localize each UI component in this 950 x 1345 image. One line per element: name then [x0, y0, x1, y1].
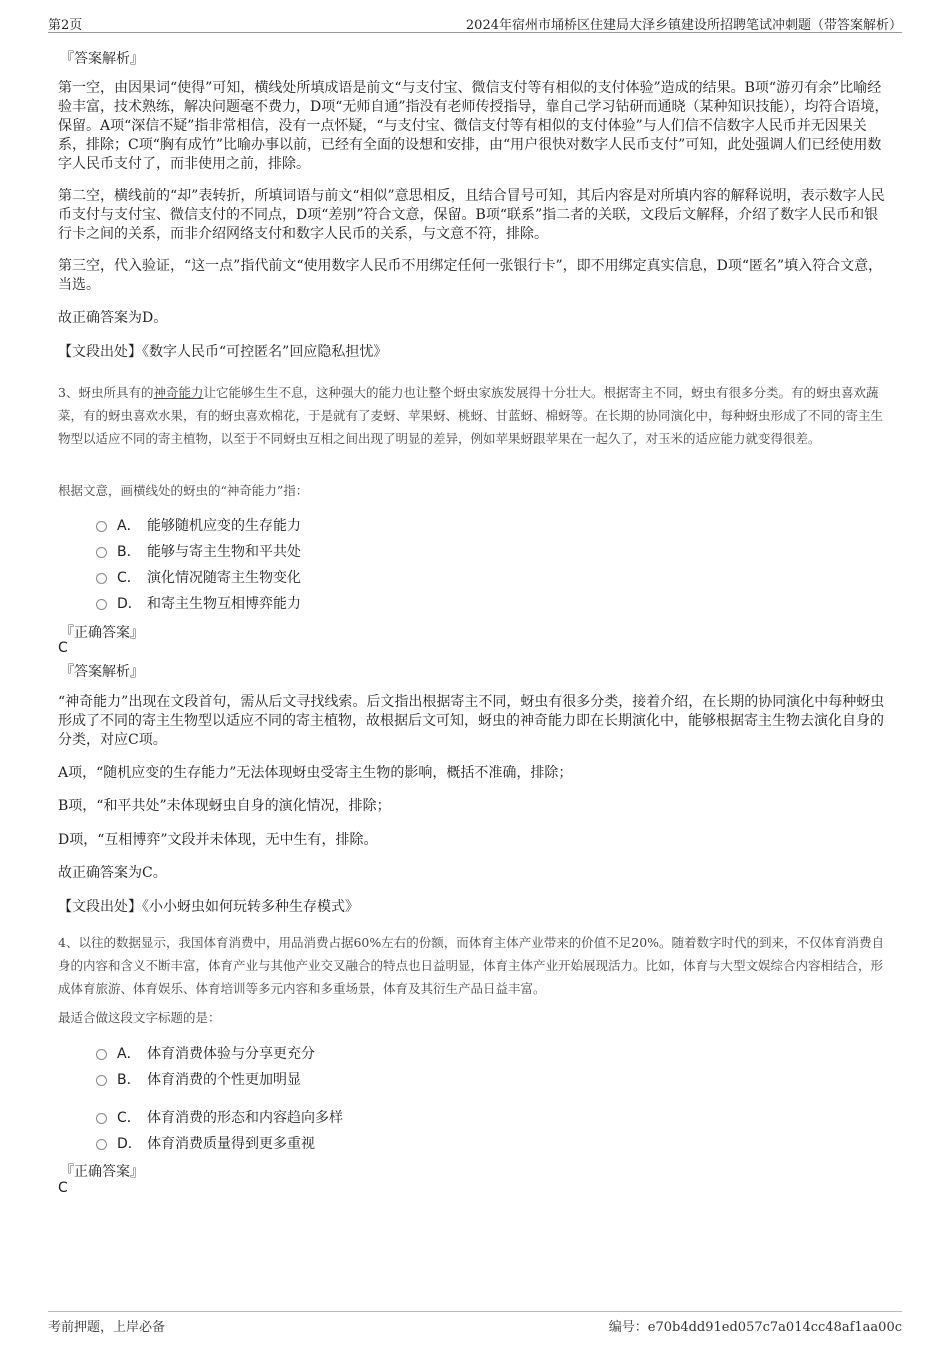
page-footer: [48, 1311, 902, 1334]
question-3-option-b[interactable]: [96, 541, 301, 561]
option-letter: C．: [117, 1110, 141, 1126]
option-text: 和寄主生物互相博弈能力: [147, 596, 301, 612]
option-letter: A．: [117, 518, 141, 534]
question-3-text-pre: 3、蚜虫所具有的: [58, 385, 154, 400]
radio-button-icon[interactable]: [96, 547, 107, 558]
passage-source: 【文段出处】《小小蚜虫如何玩转多种生存模式》: [58, 899, 359, 915]
analysis-label: 『答案解析』: [60, 51, 144, 67]
document-id: 编号：e70b4dd91ed057c7a014cc48af1aa00c: [608, 1320, 902, 1335]
option-text: 体育消费体验与分享更充分: [147, 1046, 315, 1062]
radio-button-icon[interactable]: [96, 1139, 107, 1150]
option-letter: B．: [117, 544, 141, 560]
analysis-paragraph-2: 第二空，横线前的“却”表转折，所填词语与前文“相似”意思相反，且结合冒号可知，其后内容是对所填内容的解释说明，表示数字人民币支付与支付宝、微信支付的不同点，D项“差别”符合文意，保留。B项“联系”指二者的关联，文段后文解释，介绍了数字人民币和银行卡之间的关系，而非介绍网络支付和数字人民币的关系，与文意不符，排除。: [58, 188, 885, 242]
correct-answer-value: C: [58, 640, 68, 656]
option-text: 体育消费的个性更加明显: [147, 1072, 301, 1088]
option-letter: D．: [117, 596, 142, 612]
document-title: 2024年宿州市埇桥区住建局大泽乡镇建设所招聘笔试冲刺题（带答案解析）: [465, 18, 902, 33]
option-text: 体育消费的形态和内容趋向多样: [147, 1110, 343, 1126]
option-letter: A．: [117, 1046, 141, 1062]
question-4-option-d[interactable]: [96, 1133, 315, 1153]
analysis-paragraph-1: 第一空，由因果词“使得”可知，横线处所填成语是前文“与支付宝、微信支付等有相似的支付体验”造成的结果。B项“游刃有余”比喻经验丰富，技术熟练，解决问题毫不费力，D项“无师自通”指没有老师传授指导，靠自己学习钻研而通晓（某种知识技能），均符合语境，保留。A项“深信不疑”指非常相信，没有一点怀疑，“与支付宝、微信支付等有相似的支付体验”与人们信不信数字人民币并无因果关系，排除；C项“胸有成竹”比喻办事以前，已经有全面的设想和安排，由“用户很快对数字人民币支付”可知，此处强调人们已经使用数字人民币支付了，而非使用之前，排除。: [58, 80, 889, 172]
analysis-paragraph-3: B项，“和平共处”未体现蚜虫自身的演化情况，排除；: [58, 798, 391, 814]
question-4-option-a[interactable]: [96, 1043, 315, 1063]
radio-button-icon[interactable]: [96, 1113, 107, 1124]
option-text: 能够与寄主生物和平共处: [147, 544, 301, 560]
correct-answer-label: 『正确答案』: [60, 1164, 144, 1180]
answer-conclusion: 故正确答案为C。: [58, 865, 167, 881]
radio-button-icon[interactable]: [96, 599, 107, 610]
radio-button-icon[interactable]: [96, 573, 107, 584]
question-3-option-c[interactable]: [96, 567, 301, 587]
option-text: 能够随机应变的生存能力: [147, 518, 301, 534]
page-header: [48, 12, 902, 33]
radio-button-icon[interactable]: [96, 1049, 107, 1060]
question-4-option-c[interactable]: [96, 1107, 343, 1127]
option-text: 体育消费质量得到更多重视: [147, 1136, 315, 1152]
analysis-paragraph-4: D项，“互相博弈”文段并未体现，无中生有，排除。: [58, 832, 378, 848]
question-4-passage: 4、以往的数据显示，我国体育消费中，用品消费占据60%左右的份额，而体育主体产业带来的价值不足20%。随着数字时代的到来，不仅体育消费自身的内容和含义不断丰富，体育产业与其他产业交叉融合的特点也日益明显，体育主体产业开始展现活力。比如，体育与大型文娱综合内容相结合，形成体育旅游、体育娱乐、体育培训等多元内容和多重场景，体育及其衍生产品日益丰富。: [58, 935, 885, 996]
option-letter: C．: [117, 570, 141, 586]
correct-answer-value: C: [58, 1180, 68, 1196]
question-3-option-a[interactable]: [96, 515, 301, 535]
option-letter: B．: [117, 1072, 141, 1088]
radio-button-icon[interactable]: [96, 521, 107, 532]
question-4-option-b[interactable]: [96, 1069, 301, 1089]
footer-slogan: 考前押题，上岸必备: [48, 1320, 166, 1335]
question-3-text-post: 让它能够生生不息，这种强大的能力也让整个蚜虫家族发展得十分壮大。根据寄主不同，蚜虫有很多分类。有的蚜虫喜欢蔬菜，有的蚜虫喜欢水果，有的蚜虫喜欢棉花，于是就有了麦蚜、苹果蚜、桃蚜、甘蓝蚜、棉蚜等。在长期的协同演化中，每种蚜虫形成了不同的寄主生物型以适应不同的寄主植物，以至于不同蚜虫互相之间出现了明显的差异，例如苹果蚜跟苹果在一起久了，对玉米的适应能力就变得很差。: [58, 385, 884, 446]
analysis-paragraph-1: “神奇能力”出现在文段首句，需从后文寻找线索。后文指出根据寄主不同，蚜虫有很多分类，接着介绍，在长期的协同演化中每种蚜虫形成了不同的寄主生物型以适应不同的寄主植物，故根据后文可知，蚜虫的神奇能力即在长期演化中，能够根据寄主生物去演化自身的分类，对应C项。: [58, 694, 885, 748]
radio-button-icon[interactable]: [96, 1075, 107, 1086]
question-3-prompt: 根据文意，画横线处的蚜虫的“神奇能力”指：: [58, 483, 309, 498]
analysis-label: 『答案解析』: [60, 664, 144, 680]
question-3-option-d[interactable]: [96, 593, 301, 613]
answer-conclusion: 故正确答案为D。: [58, 310, 168, 326]
analysis-paragraph-2: A项，“随机应变的生存能力”无法体现蚜虫受寄主生物的影响，概括不准确，排除；: [58, 765, 573, 781]
option-text: 演化情况随寄主生物变化: [147, 570, 301, 586]
question-4-prompt: 最适合做这段文字标题的是：: [58, 1010, 221, 1025]
page-number: 第2页: [48, 18, 83, 33]
option-letter: D．: [117, 1136, 142, 1152]
question-3-passage: [58, 381, 894, 450]
correct-answer-label: 『正确答案』: [60, 625, 144, 641]
passage-source: 【文段出处】《数字人民币“可控匿名”回应隐私担忧》: [58, 344, 388, 360]
question-3-underlined-term: 神奇能力: [153, 385, 204, 400]
analysis-paragraph-3: 第三空，代入验证，“这一点”指代前文“使用数字人民币不用绑定任何一张银行卡”，即不用绑定真实信息，D项“匿名”填入符合文意，当选。: [58, 258, 883, 293]
